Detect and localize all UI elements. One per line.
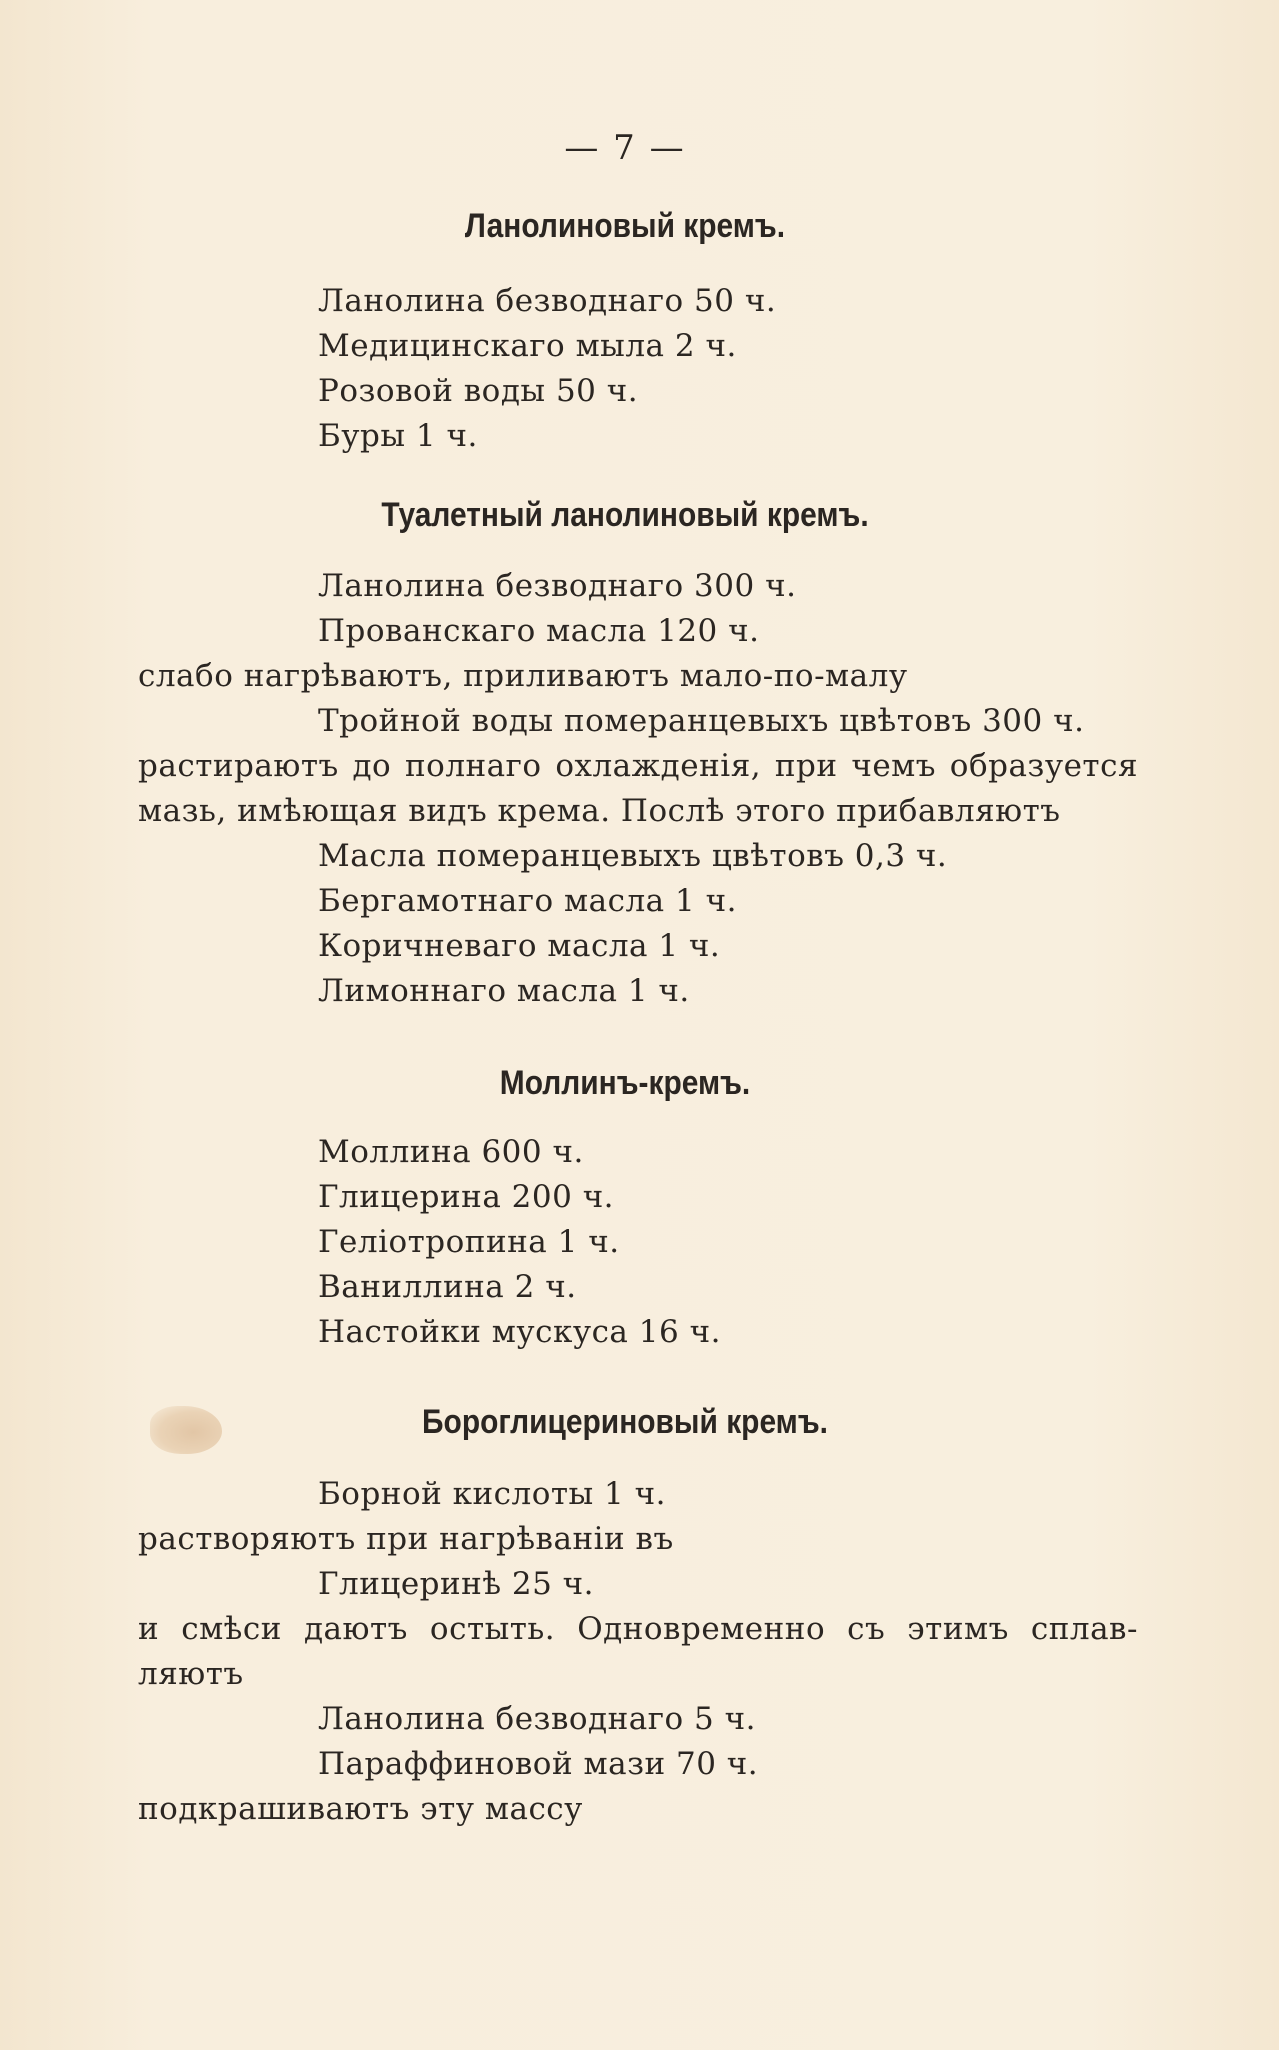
instruction-line: мазь, имѣющая видъ крема. Послѣ этого прибавляютъ: [138, 793, 1061, 829]
recipe-line: Ваниллина 2 ч.: [318, 1269, 577, 1305]
recipe-line: Буры 1 ч.: [318, 418, 478, 454]
recipe-line: Настойки мускуса 16 ч.: [318, 1314, 721, 1350]
instruction-line: растираютъ до полнаго охлажденія, при чемъ образуется: [138, 748, 1138, 784]
recipe-line: Ланолина безводнаго 50 ч.: [318, 283, 777, 319]
recipe-line: Параффиновой мази 70 ч.: [318, 1746, 759, 1782]
recipe-line: Борной кислоты 1 ч.: [318, 1476, 666, 1512]
section-title-boroglycerin-cream: Бороглицериновый кремъ.: [422, 1403, 828, 1441]
page-number: — 7 —: [564, 128, 686, 168]
recipe-line: Медицинскаго мыла 2 ч.: [318, 328, 737, 364]
recipe-line: Тройной воды померанцевыхъ цвѣтовъ 300 ч.: [318, 703, 1085, 739]
section-title-mollin-cream: Моллинъ-кремъ.: [499, 1064, 751, 1102]
recipe-line: Лимоннаго масла 1 ч.: [318, 973, 690, 1009]
instruction-line: слабо нагрѣваютъ, приливаютъ мало-по-малу: [138, 658, 908, 694]
instruction-line: и смѣси даютъ остыть. Одновременно съ этимъ сплав-: [138, 1611, 1138, 1647]
instruction-line: подкрашиваютъ эту массу: [138, 1791, 583, 1827]
recipe-line: Ланолина безводнаго 5 ч.: [318, 1701, 756, 1737]
instruction-line: растворяютъ при нагрѣваніи въ: [138, 1521, 674, 1557]
section-title-lanolin-cream: Ланолиновый кремъ.: [464, 207, 786, 245]
recipe-line: Глицерина 200 ч.: [318, 1179, 615, 1215]
recipe-line: Бергамотнаго масла 1 ч.: [318, 883, 737, 919]
instruction-line: ляютъ: [138, 1656, 244, 1692]
recipe-line: Коричневаго масла 1 ч.: [318, 928, 721, 964]
recipe-line: Прованскаго масла 120 ч.: [318, 613, 760, 649]
recipe-line: Масла померанцевыхъ цвѣтовъ 0,3 ч.: [318, 838, 948, 874]
recipe-line: Геліотропина 1 ч.: [318, 1224, 620, 1260]
recipe-line: Глицеринѣ 25 ч.: [318, 1566, 595, 1602]
section-title-toilet-lanolin-cream: Туалетный ланолиновый кремъ.: [381, 496, 869, 534]
recipe-line: Ланолина безводнаго 300 ч.: [318, 568, 797, 604]
recipe-line: Розовой воды 50 ч.: [318, 373, 639, 409]
recipe-line: Моллина 600 ч.: [318, 1134, 584, 1170]
